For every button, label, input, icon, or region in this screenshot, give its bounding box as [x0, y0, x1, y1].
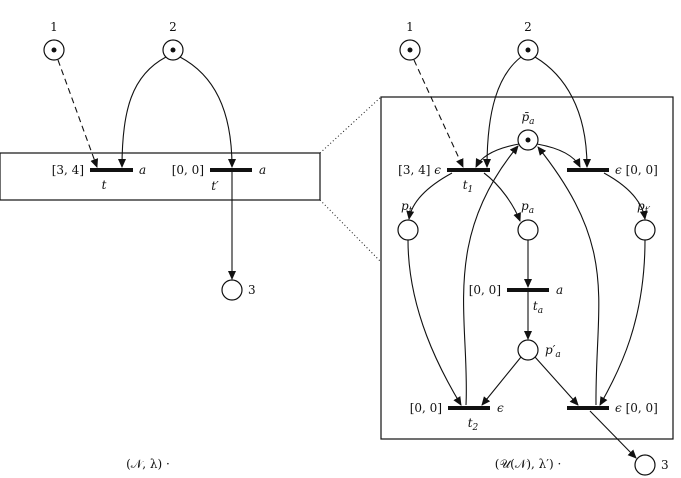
token	[526, 138, 531, 143]
right-ptprime-label: $p_{t'}$	[637, 199, 651, 216]
right-arc-pa-prime-to-t2	[482, 357, 521, 405]
left-tp-action: a	[259, 163, 267, 177]
left-t-action: a	[139, 163, 147, 177]
right-eps-bottom-label: ϵ [0, 0]	[615, 401, 658, 415]
left-place-3-label: 3	[248, 283, 256, 297]
left-zoom-box	[0, 153, 320, 200]
right-eps-top-label: ϵ [0, 0]	[615, 163, 658, 177]
left-arc-2-to-tprime	[180, 57, 232, 167]
left-t-name: t	[101, 178, 107, 192]
right-place-3-label: 3	[661, 458, 669, 472]
zoom-line-bottom	[320, 200, 381, 262]
right-arc-t1-to-pa	[484, 173, 520, 221]
right-ta-action: a	[556, 283, 564, 297]
right-pbar-a-label: $p̄_a$	[521, 110, 535, 127]
left-place-2	[163, 20, 183, 60]
right-net	[381, 20, 673, 475]
right-pt-label: $p_t$	[401, 199, 413, 216]
right-place-pbar-a	[518, 110, 538, 150]
left-place-1-label: 1	[50, 20, 58, 34]
left-arc-2-to-t	[122, 57, 166, 167]
right-arc-1-to-t1	[414, 60, 463, 167]
left-tp-name: t′	[211, 179, 219, 193]
right-t2-interval: [0, 0]	[409, 401, 442, 415]
token	[52, 48, 57, 53]
right-pa-prime-label: $p'_a$	[545, 343, 561, 360]
left-net	[0, 20, 320, 471]
right-pa-label: $p_a$	[521, 199, 535, 216]
right-ta-name: $t_a$	[532, 299, 544, 316]
zoom-line-top	[320, 97, 381, 153]
left-arc-1-to-t	[58, 60, 97, 167]
left-t-interval: [3, 4]	[51, 163, 84, 177]
right-place-2-label: 2	[524, 20, 532, 34]
left-place-3	[222, 280, 256, 300]
right-arc-ptprime-to-eps-bottom	[600, 240, 645, 405]
right-arc-pbar-to-eps	[537, 144, 580, 167]
right-arc-eps-bottom-to-pbar	[538, 147, 599, 405]
right-place-pt	[398, 199, 418, 240]
left-tp-interval: [0, 0]	[171, 163, 204, 177]
token	[171, 48, 176, 53]
right-place-pa-prime	[518, 340, 561, 360]
right-place-1-label: 1	[406, 20, 414, 34]
right-arc-pa-prime-to-eps-bottom	[535, 357, 578, 405]
right-caption: (𝒰(𝒩), λ′) ·	[494, 457, 562, 471]
right-ta-interval: [0, 0]	[468, 283, 501, 297]
right-arc-pt-to-t2	[408, 240, 461, 405]
right-arc-eps-bottom-to-3	[590, 411, 636, 458]
right-place-ptprime	[635, 199, 655, 240]
right-t2-eps: ϵ	[497, 401, 504, 415]
token	[408, 48, 413, 53]
right-arc-t1-to-pt	[409, 173, 452, 219]
right-arc-pbar-to-t1	[476, 144, 519, 167]
left-caption: (𝒩, λ) ·	[126, 457, 170, 471]
token	[526, 48, 531, 53]
right-place-3	[635, 455, 669, 475]
right-place-1	[400, 20, 420, 60]
right-arc-2-to-t1	[487, 57, 521, 167]
left-place-1	[44, 20, 64, 60]
right-t2-name: $t_2$	[467, 416, 479, 433]
left-place-2-label: 2	[169, 20, 177, 34]
right-place-2	[518, 20, 538, 60]
right-t1-name: $t_1$	[462, 178, 474, 195]
right-place-pa	[518, 199, 538, 240]
right-t1-interval-eps: [3, 4] ϵ	[398, 163, 441, 177]
